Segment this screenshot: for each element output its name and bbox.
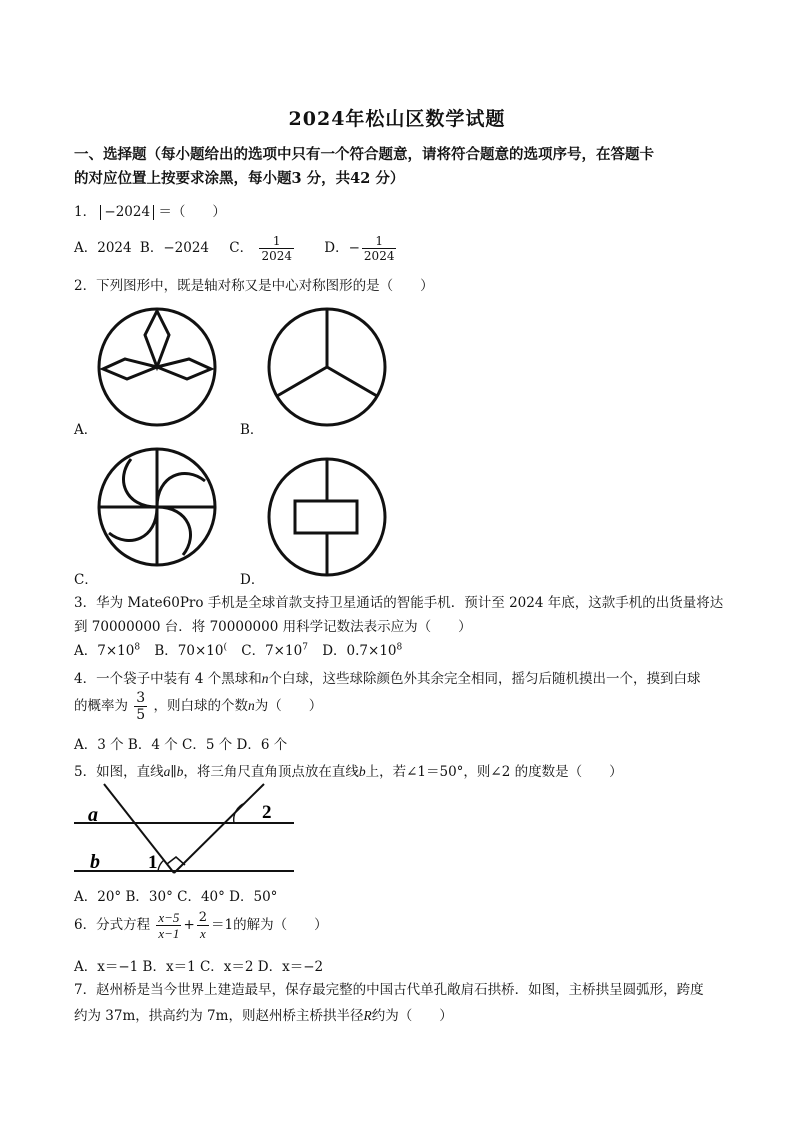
question-2-stem: 2．下列图形中，既是轴对称又是中心对称图形的是（ ） [74,278,434,294]
question-6-stem: 6．分式方程 $\frac{x-5}{x-1}$ + $\frac{2}{x}$ ＝1的解为（ ） [74,910,328,941]
angle-1-label: 1 [148,852,158,873]
option-b: B．70×10 [154,643,224,659]
absolute-value-expression: −2024 [100,205,154,220]
option-d: D．0.7×10 [322,643,397,659]
option-a: A．2024 [74,240,132,256]
option-c: C． [229,240,254,256]
figure-label-d: D． [240,572,265,588]
question-7-line1: 7．赵州桥是当今世界上建造最早，保存最完整的中国古代单孔敞肩石拱桥．如图，主桥拱呈圆弧形，跨度 [74,982,704,998]
page-title: 2024年松山区数学试题 [288,108,506,130]
fraction-2: $\frac{2}{x}$ [198,910,208,941]
label-a: a [88,804,98,826]
question-5-stem: 5．如图，直线a∥b，将三角尺直角顶点放在直线b上，若∠1＝50°，则∠2 的度数是（ ） [74,764,623,780]
question-5-options: A．20° B．30° C．40° D．50° [74,889,278,905]
figure-option-c [95,445,220,570]
question-4-options: A．3 个 B．4 个 C．5 个 D．6 个 [74,737,288,753]
option-d: D．− [324,240,360,256]
probability-fraction: $\frac{3}{5}$ [136,690,146,723]
label-b: b [90,851,100,873]
figure-option-a [95,305,220,430]
angle-2-label: 2 [262,802,272,823]
question-4-line2: 的概率为 $\frac{3}{5}$ ，则白球的个数n为（ ） [74,690,323,723]
option-c-fraction: $\frac{1}{2024}$ [261,234,292,263]
question-7-line2: 约为 37m，拱高约为 7m，则赵州桥主桥拱半径R约为（ ） [74,1008,453,1024]
question-3-line1: 3．华为 Mate60Pro 手机是全球首款支持卫星通话的智能手机．预计至 2024 年底，这款手机的出货量将达 [74,595,724,611]
figure-option-b [265,305,390,430]
figure-option-d [265,455,390,580]
question-1-tail: ＝（ ） [158,204,226,220]
question-1-options [74,234,398,263]
option-d-fraction: $\frac{1}{2024}$ [363,234,395,263]
variable-r: R [363,1008,372,1023]
figure-parallel-lines [74,782,294,880]
figure-label-c: C． [74,572,98,588]
section-heading-line2: 的对应位置上按要求涂黑，每小题3 分，共42 分） [74,170,405,187]
option-b: B．−2024 [139,240,209,256]
question-3-line2: 到 70000000 台．将 70000000 用科学记数法表示应为（ ） [74,619,472,635]
option-a: A．7×10 [74,643,135,659]
parallel-lines-expr: a∥b [163,764,184,779]
question-1-number: 1． [74,204,97,220]
question-3-options: A．$7\times 10^8$ B．70×10( C．$7\times 10^7$ D．$0.7\times 10^8$ [74,642,403,659]
question-1-stem [74,200,226,220]
section-heading-line1: 一、选择题（每小题给出的选项中只有一个符合题意，请将符合题意的选项序号，在答题卡 [74,146,654,163]
figure-label-b: B． [240,422,264,438]
figure-label-a: A． [74,422,98,438]
option-c: C．7×10 [241,643,303,659]
variable-n: n [261,671,269,686]
question-4-line1: 4．一个袋子中装有 4 个黑球和n个白球，这些球除颜色外其余完全相同，摇匀后随机摸出一个，摸到白球 [74,671,701,687]
question-6-options: A．x＝−1 B．x＝1 C．x＝2 D．x＝−2 [74,959,324,975]
fraction-1: $\frac{x-5}{x-1}$ [158,910,180,941]
